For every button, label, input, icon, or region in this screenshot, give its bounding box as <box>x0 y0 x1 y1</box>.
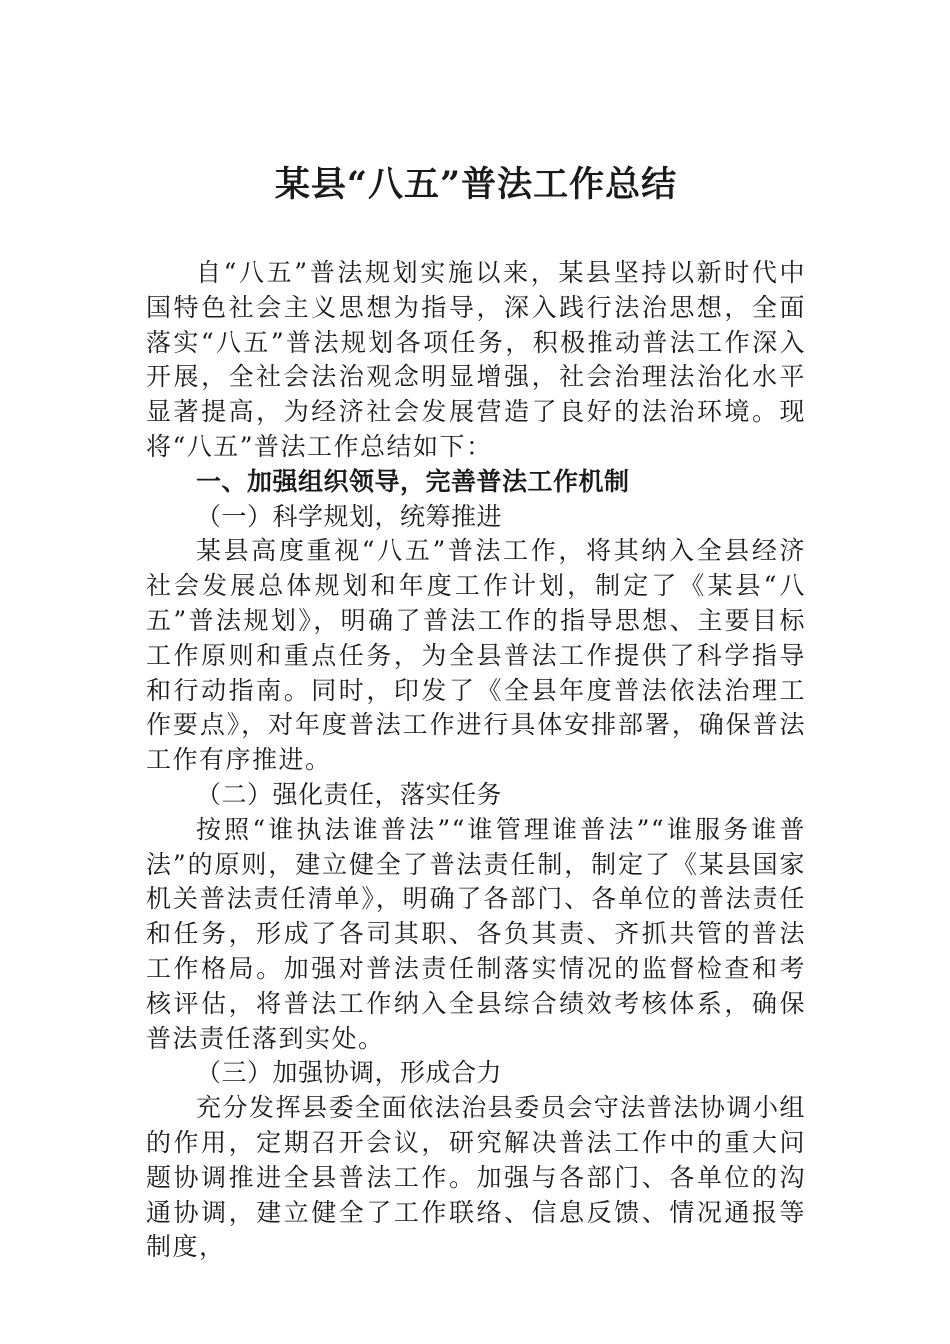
subsection-1-paragraph: 某县高度重视“八五”普法工作，将其纳入全县经济社会发展总体规划和年度工作计划，制定了《某县“八五”普法规划》，明确了普法工作的指导思想、主要目标工作原则和重点任务，为全县普法工作提供了科学指导和行动指南。同时，印发了《全县年度普法依法治理工作要点》，对年度普法工作进行具体安排部署，确保普法工作有序推进。 <box>146 536 806 775</box>
subsection-3-heading: （三）加强协调，形成合力 <box>196 1058 503 1088</box>
subsection-2-heading: （二）强化责任，落实任务 <box>196 779 503 809</box>
document-body <box>146 256 806 1265</box>
intro-paragraph: 自“八五”普法规划实施以来，某县坚持以新时代中国特色社会主义思想为指导，深入践行法治思想，全面落实“八五”普法规划各项任务，积极推动普法工作深入开展，全社会法治观念明显增强，社会治理法治化水平显著提高，为经济社会发展营造了良好的法治环境。现将“八五”普法工作总结如下： <box>146 258 806 461</box>
subsection-3-paragraph: 充分发挥县委全面依法治县委员会守法普法协调小组的作用，定期召开会议，研究解决普法工作中的重大问题协调推进全县普法工作。加强与各部门、各单位的沟通协调，建立健全了工作联络、信息反馈、情况通报等制度， <box>146 1093 806 1262</box>
subsection-1-heading: （一）科学规划，统筹推进 <box>196 501 503 531</box>
subsection-2-paragraph: 按照“谁执法谁普法”“谁管理谁普法”“谁服务谁普法”的原则，建立健全了普法责任制，制定了《某县国家机关普法责任清单》，明确了各部门、各单位的普法责任和任务，形成了各司其职、各负其责、齐抓共管的普法工作格局。加强对普法责任制落实情况的监督检查和考核评估，将普法工作纳入全县综合绩效考核体系，确保普法责任落到实处。 <box>146 814 806 1053</box>
document-title: 某县“八五”普法工作总结 <box>274 164 678 205</box>
section-1-heading: 一、加强组织领导，完善普法工作机制 <box>196 466 630 496</box>
